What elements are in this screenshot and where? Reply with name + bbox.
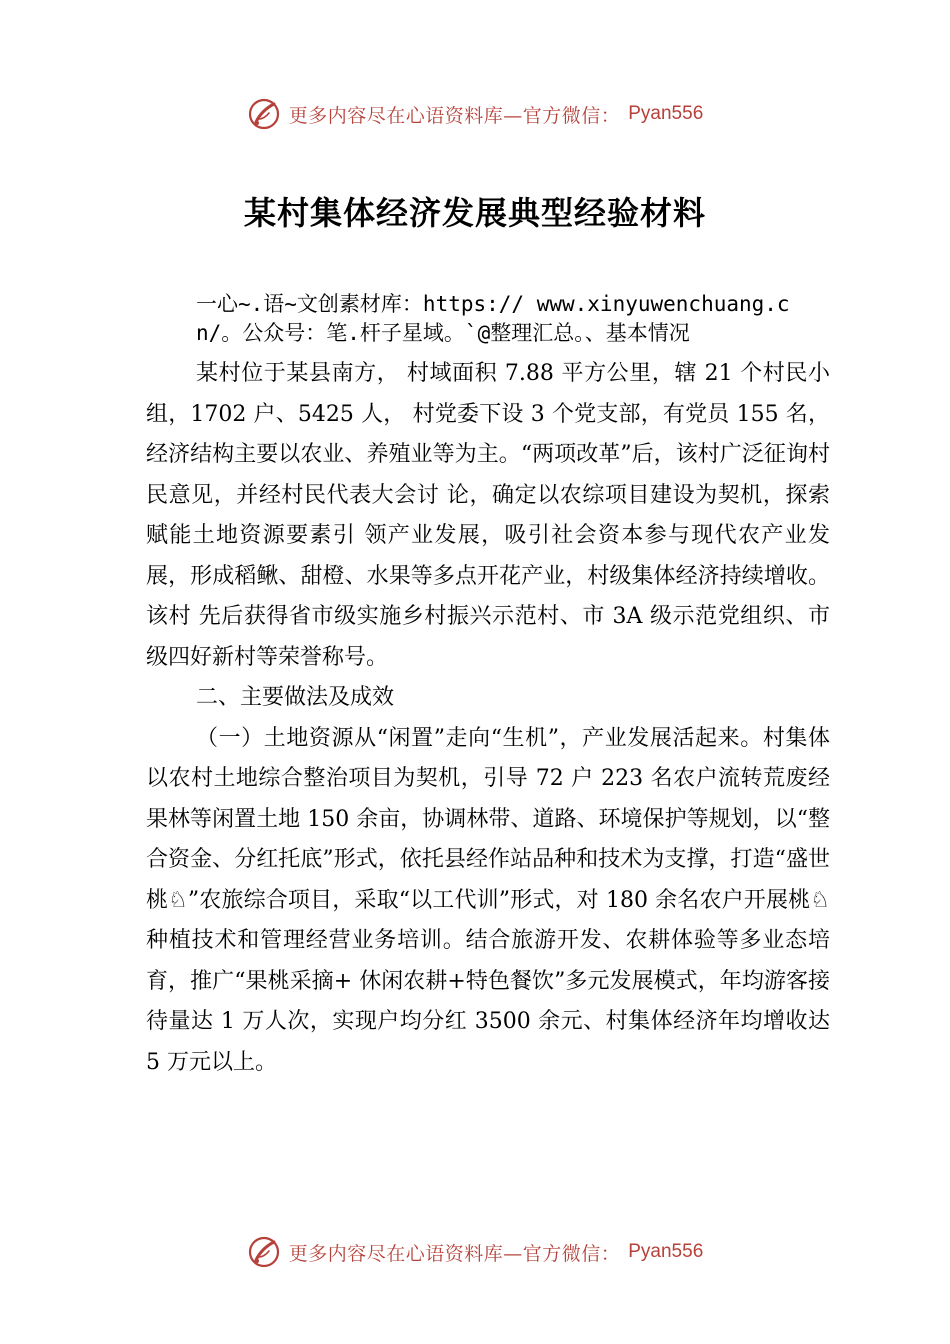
brush-logo-icon xyxy=(247,1235,281,1269)
banner-text: 更多内容尽在心语资料库—官方微信： xyxy=(288,104,621,127)
header-banner xyxy=(0,94,950,134)
intro-paragraph: 一心~.语~文创素材库：https:// www.xinyuwenchuang.cn/。公众号：笔.杆子星域。`@整理汇总。、基本情况 xyxy=(196,292,790,345)
section-heading: 二、主要做法及成效 xyxy=(196,685,395,710)
document-body xyxy=(146,290,830,1083)
paragraph-basic-situation: 某村位于某县南方， 村域面积 7.88 平方公里，辖 21 个村民小组，1702 户、5425 人， 村党委下设 3 个党支部，有党员 155 名，经济结构主要以农业、养殖业等为主。“两项改革”后，该村广泛征询村民意见，并经村民代表大会讨 论，确定以农综项目建设为契机，探索赋能土地资源要素引 领产业发展，吸引社会资本参与现代农产业发展，形成稻鳅、甜橙、水果等多点开花产业，村级集体经济持续增收。该村 先后获得省市级实施乡村振兴示范村、市 3A 级示范党组织、市级四好新村等荣誉称号。 xyxy=(146,361,830,670)
paragraph-land-resources: （一）土地资源从“闲置”走向“生机”，产业发展活起来。村集体以农村土地综合整治项目为契机，引导 72 户 223 名农户流转荒废经果林等闲置土地 150 余亩，协调林带、道路、环境保护等规划，以“整合资金、分红托底”形式，依托县经作站品种和技术为支撑，打造“盛世桃♘”农旅综合项目，采取“以工代训”形式，对 180 余名农户开展桃♘种植技术和管理经营业务培训。结合旅游开发、农耕体验等多业态培育，推广“果桃采摘+ 休闲农耕+特色餐饮”多元发展模式，年均游客接待量达 1 万人次，实现户均分红 3500 余元、村集体经济年均增收达 5 万元以上。 xyxy=(146,725,830,1075)
footer-banner xyxy=(0,1232,950,1272)
document-title: 某村集体经济发展典型经验材料 xyxy=(243,194,706,232)
banner-text: 更多内容尽在心语资料库—官方微信： xyxy=(288,1242,621,1265)
banner-wechat-id: Pyan556 xyxy=(628,103,704,124)
banner-wechat-id: Pyan556 xyxy=(628,1241,704,1262)
brush-logo-icon xyxy=(247,97,281,131)
